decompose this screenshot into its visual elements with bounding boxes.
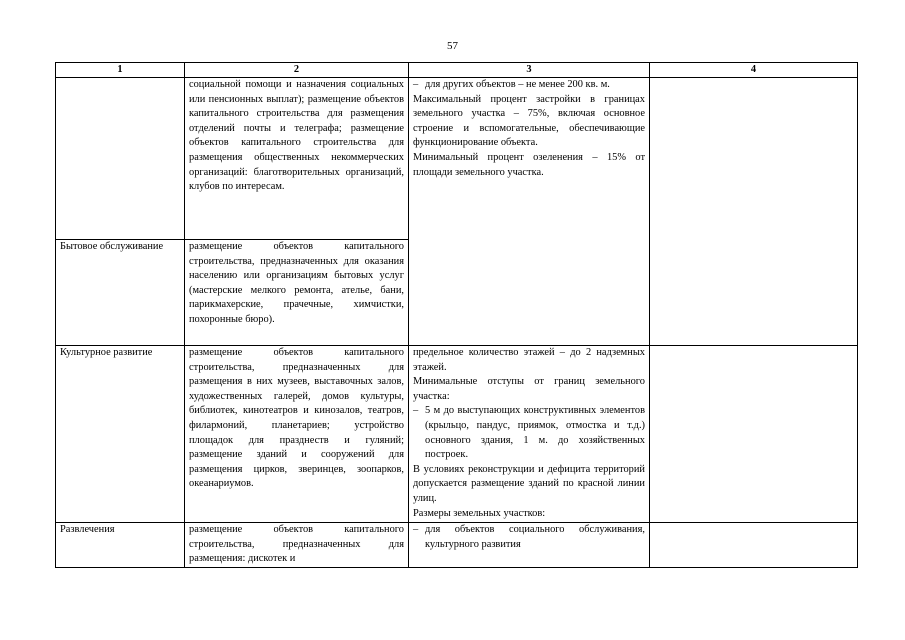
parameter-paragraph: предельное количество этажей – до 2 надземных этажей.	[413, 347, 645, 373]
parameter-paragraph: Минимальные отступы от границ земельного участка:	[413, 376, 645, 402]
column-header-1: 1	[56, 63, 185, 78]
table-row	[56, 346, 858, 523]
use-type-cell	[56, 78, 185, 240]
notes-cell	[650, 78, 858, 346]
use-description-cell: размещение объектов капитального строительства, предназначенных для размещения: дискотек и	[185, 523, 409, 568]
dash-marker: –	[413, 405, 419, 417]
parameters-cell	[409, 346, 650, 523]
column-header-3: 3	[409, 63, 650, 78]
parameter-item-text: для объектов социального обслуживания, культурного развития	[425, 524, 645, 550]
parameter-item-text: 5 м до выступающих конструктивных элементов (крыльцо, пандус, приямок, отмостка и т.д.) основного здания, 1 м. до хозяйственных построек.	[425, 405, 645, 461]
table-header-row	[56, 63, 858, 78]
column-header-2: 2	[185, 63, 409, 78]
parameter-paragraph: Размеры земельных участков:	[413, 507, 546, 519]
parameter-list-item	[413, 78, 645, 93]
page-number: 57	[447, 40, 458, 52]
notes-cell	[650, 523, 858, 568]
table-row	[56, 78, 858, 240]
dash-marker: –	[413, 79, 419, 90]
parameter-paragraph: Минимальный процент озеленения – 15% от площади земельного участка.	[413, 151, 645, 178]
use-type-cell: Культурное развитие	[56, 346, 185, 523]
dash-marker: –	[413, 524, 419, 535]
parameters-cell	[409, 78, 650, 346]
use-description-cell: размещение объектов капитального строительства, предназначенных для оказания населению или организациям бытовых услуг (мастерские мелкого ремонта, ателье, бани, парикмахерские, прачечные, химчистки, похоронные бюро).	[185, 240, 409, 346]
parameters-cell	[409, 523, 650, 568]
use-description-cell: размещение объектов капитального строительства, предназначенных для размещения в них музеев, выставочных залов, художественных галерей, домов культуры, библиотек, кинотеатров и кинозалов, театров, филармоний, планетариев; устройство площадок для празднеств и гуляний; размещение зданий и сооружений для размещения цирков, зверинцев, зоопарков, океанариумов.	[185, 346, 409, 523]
parameter-list-item	[413, 523, 645, 552]
use-type-cell: Развлечения	[56, 523, 185, 568]
use-description-cell: социальной помощи и назначения социальных или пенсионных выплат); размещение объектов капитального строительства для размещения отделений почты и телеграфа; размещение объектов капитального строительства для размещения общественных некоммерческих организаций: благотворительных организаций, клубов по интересам.	[185, 78, 409, 240]
parameter-paragraph: Максимальный процент застройки в границах земельного участка – 75%, включая основное строение и вспомогательные, обеспечивающие функционирование объекта.	[413, 93, 645, 149]
table-row	[56, 523, 858, 568]
column-header-4: 4	[650, 63, 858, 78]
parameter-paragraph: В условиях реконструкции и дефицита территорий допускается размещение зданий по красной линии улиц.	[413, 463, 645, 504]
use-type-cell: Бытовое обслуживание	[56, 240, 185, 346]
parameter-item-text: для других объектов – не менее 200 кв. м.	[425, 79, 610, 90]
regulations-table	[55, 62, 858, 568]
notes-cell	[650, 346, 858, 523]
parameter-list-item	[413, 404, 645, 462]
